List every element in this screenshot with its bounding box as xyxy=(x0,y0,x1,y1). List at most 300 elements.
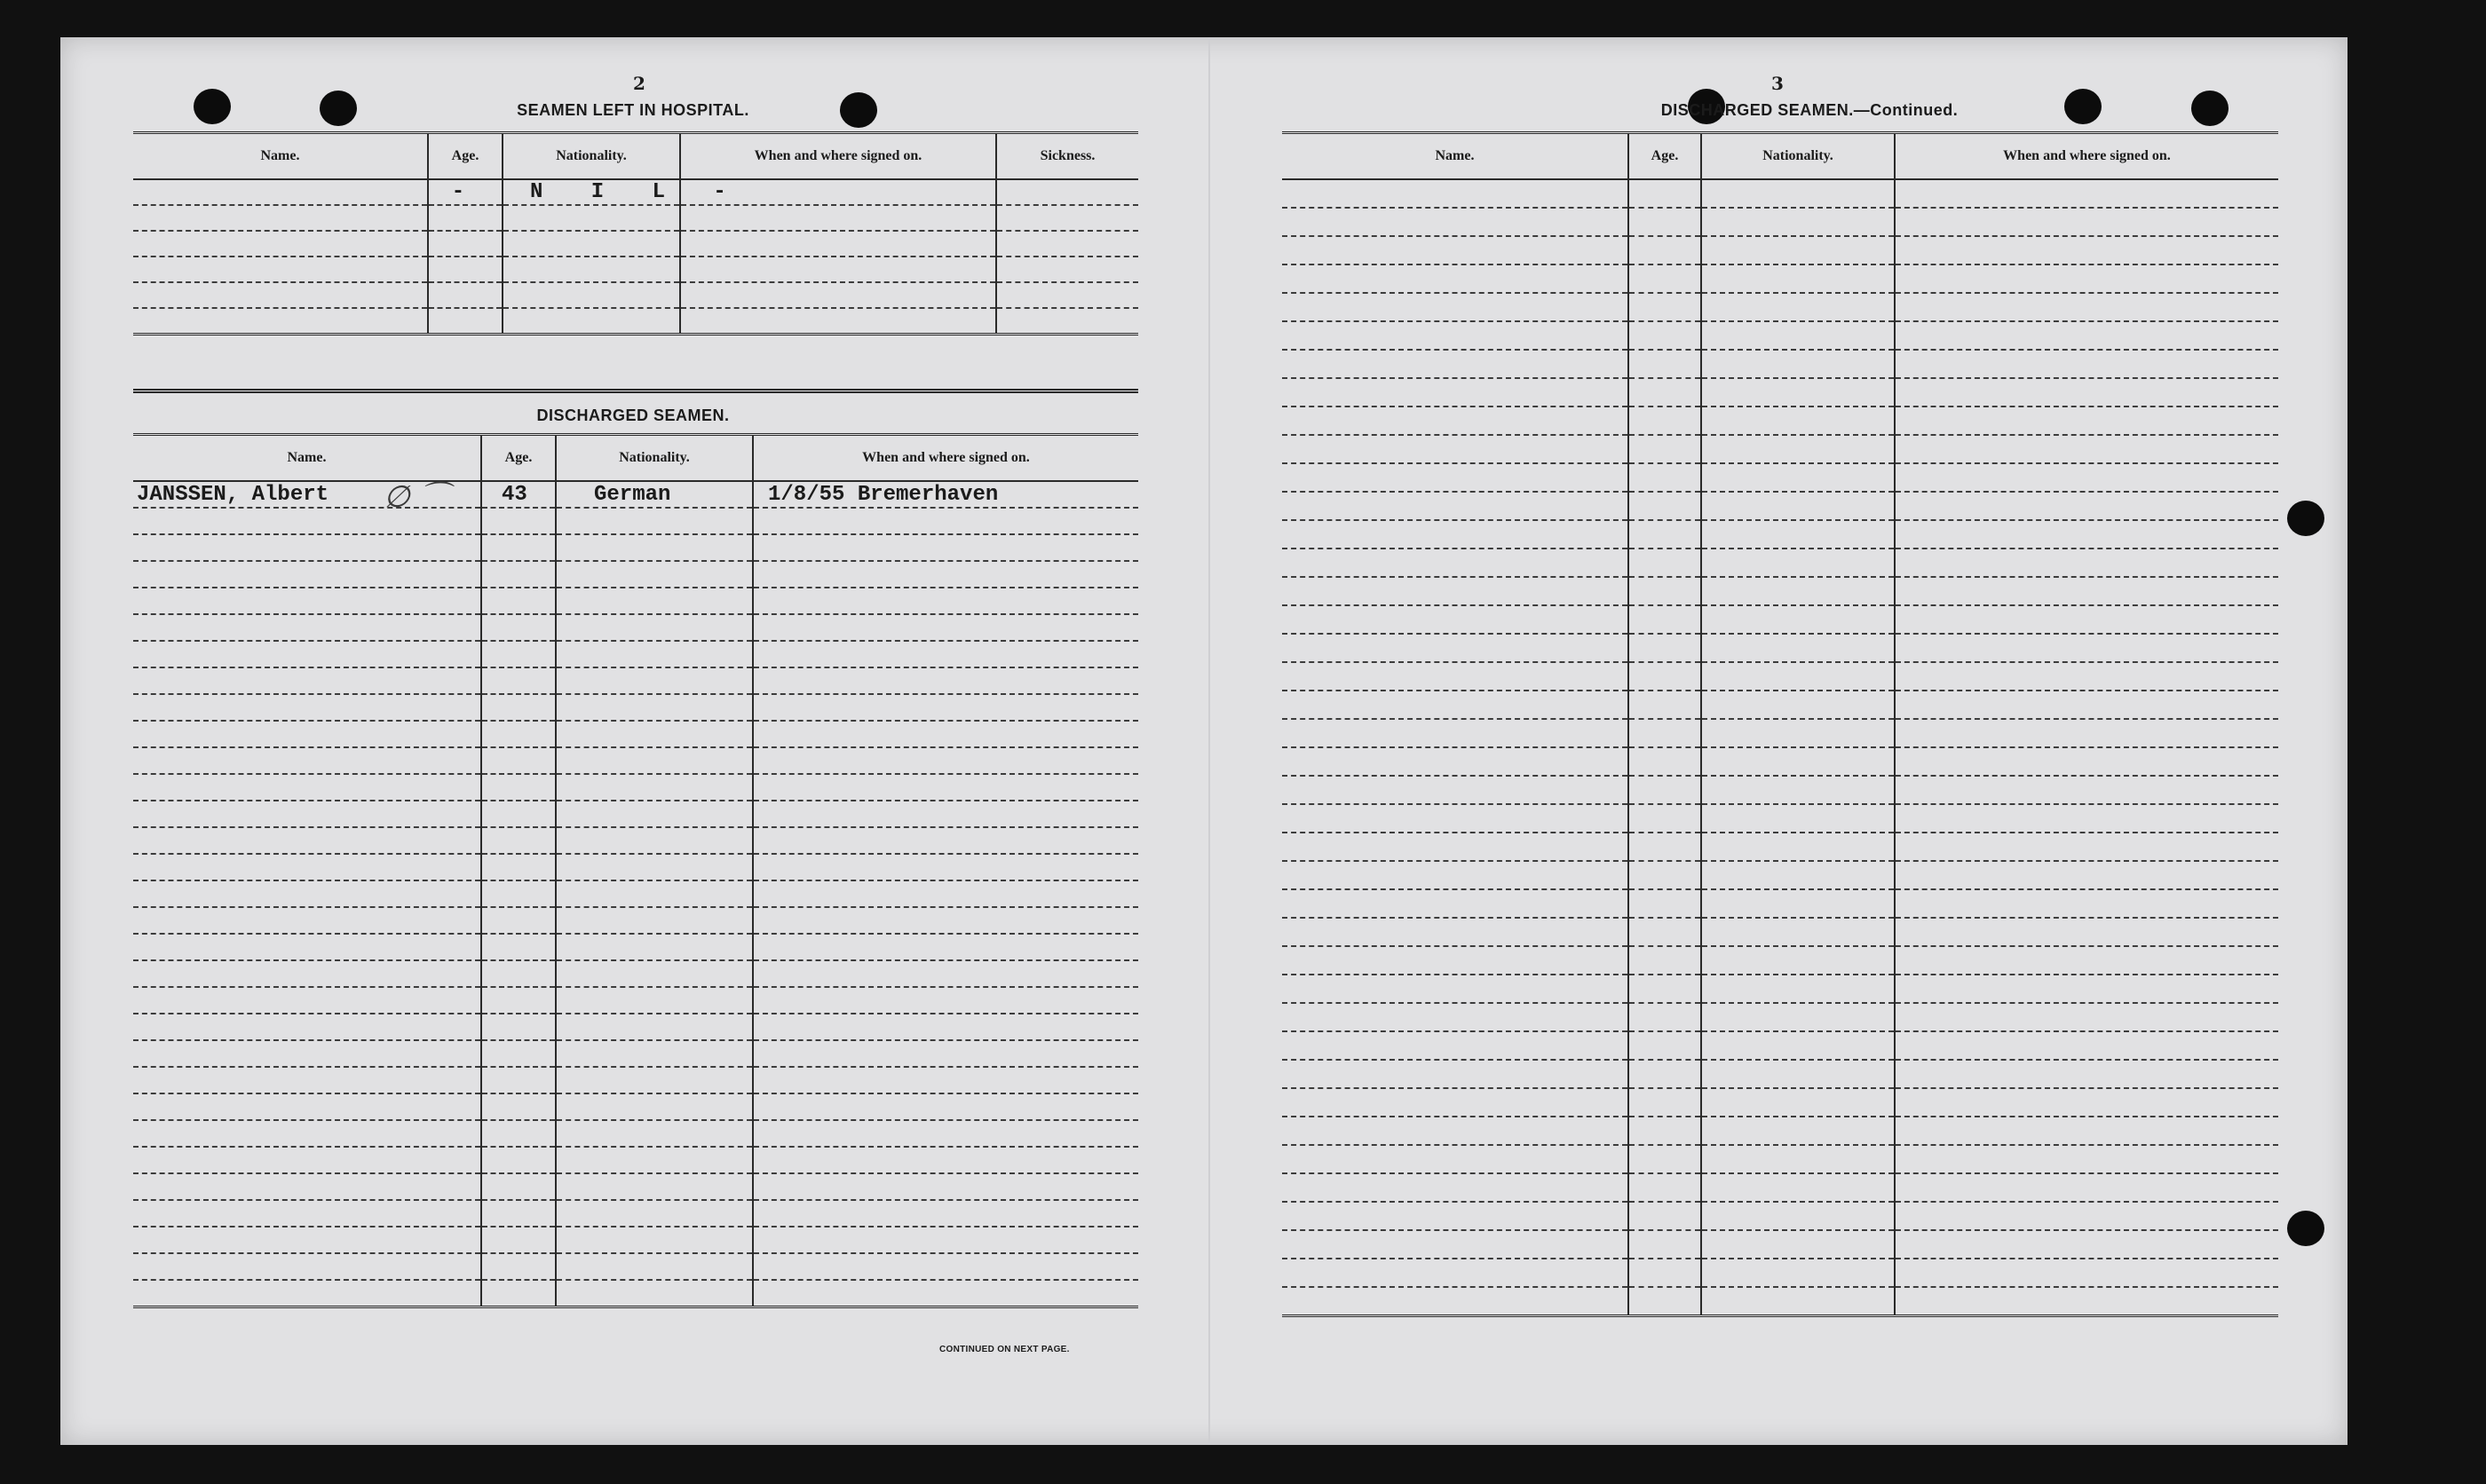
blank-cell xyxy=(133,667,481,694)
blank-cell xyxy=(1628,321,1701,350)
nil-cell xyxy=(133,179,428,205)
blank-cell xyxy=(1701,1287,1895,1315)
table-row xyxy=(1282,1173,2278,1202)
table-row xyxy=(133,641,1138,667)
nil-row xyxy=(133,179,1138,205)
blank-cell xyxy=(1895,719,2278,747)
blank-cell xyxy=(481,588,556,614)
blank-cell xyxy=(753,534,1138,561)
blank-cell xyxy=(1628,662,1701,691)
blank-cell xyxy=(556,907,753,934)
blank-cell xyxy=(1895,605,2278,634)
blank-cell xyxy=(1628,577,1701,605)
blank-cell xyxy=(1282,889,1628,918)
blank-cell xyxy=(481,934,556,960)
continued-table xyxy=(1282,131,2278,1317)
blank-cell xyxy=(556,694,753,721)
blank-cell xyxy=(1895,776,2278,804)
blank-cell xyxy=(133,827,481,854)
table-row xyxy=(1282,889,2278,918)
table-row xyxy=(1282,1287,2278,1315)
blank-cell xyxy=(1701,833,1895,861)
table-row xyxy=(133,880,1138,907)
blank-cell xyxy=(1701,634,1895,662)
blank-cell xyxy=(1282,435,1628,463)
blank-cell xyxy=(481,1093,556,1120)
blank-cell xyxy=(1701,293,1895,321)
blank-cell xyxy=(556,747,753,774)
blank-cell xyxy=(1701,350,1895,378)
column-header-age: Age. xyxy=(428,133,503,180)
blank-cell xyxy=(1701,1031,1895,1060)
blank-cell xyxy=(1628,236,1701,264)
table-row xyxy=(1282,1003,2278,1031)
blank-cell xyxy=(1628,293,1701,321)
blank-cell xyxy=(1895,264,2278,293)
table-row xyxy=(1282,662,2278,691)
blank-cell xyxy=(1282,549,1628,577)
blank-cell xyxy=(1282,946,1628,975)
blank-cell xyxy=(1282,975,1628,1003)
blank-cell xyxy=(481,1147,556,1173)
blank-cell xyxy=(1282,1259,1628,1287)
blank-cell xyxy=(1895,435,2278,463)
blank-cell xyxy=(1282,1003,1628,1031)
blank-cell xyxy=(133,801,481,827)
blank-cell xyxy=(133,774,481,801)
blank-cell xyxy=(133,614,481,641)
blank-cell xyxy=(556,561,753,588)
blank-cell xyxy=(753,1093,1138,1120)
blank-cell xyxy=(1628,435,1701,463)
blank-cell xyxy=(556,614,753,641)
blank-cell xyxy=(1282,520,1628,549)
blank-cell xyxy=(556,827,753,854)
table-row xyxy=(1282,605,2278,634)
blank-cell xyxy=(753,1280,1138,1306)
blank-cell xyxy=(1895,463,2278,492)
table-row xyxy=(1282,634,2278,662)
table-row xyxy=(133,308,1138,334)
table-row xyxy=(133,1147,1138,1173)
blank-cell xyxy=(1701,918,1895,946)
blank-cell xyxy=(1701,1088,1895,1117)
blank-cell xyxy=(481,801,556,827)
blank-cell xyxy=(1628,889,1701,918)
blank-cell xyxy=(1282,747,1628,776)
blank-cell xyxy=(556,1040,753,1067)
blank-cell xyxy=(556,588,753,614)
table-row xyxy=(133,481,1138,508)
blank-cell xyxy=(556,1120,753,1147)
blank-cell xyxy=(133,1173,481,1200)
blank-cell xyxy=(1628,1202,1701,1230)
blank-cell xyxy=(753,667,1138,694)
blank-cell xyxy=(481,561,556,588)
blank-cell xyxy=(1701,889,1895,918)
blank-cell xyxy=(1282,321,1628,350)
blank-cell xyxy=(1895,1117,2278,1145)
blank-cell xyxy=(556,934,753,960)
table-row xyxy=(133,827,1138,854)
table-row xyxy=(133,1067,1138,1093)
blank-cell xyxy=(556,854,753,880)
punch-hole xyxy=(840,92,877,128)
table-row xyxy=(1282,463,2278,492)
blank-cell xyxy=(753,1120,1138,1147)
blank-cell xyxy=(1701,549,1895,577)
blank-cell xyxy=(556,1067,753,1093)
blank-cell xyxy=(481,1040,556,1067)
document-sheet xyxy=(60,37,2347,1445)
blank-cell xyxy=(1701,605,1895,634)
blank-cell xyxy=(481,721,556,747)
blank-cell xyxy=(1282,662,1628,691)
blank-cell xyxy=(1895,918,2278,946)
blank-cell xyxy=(1701,264,1895,293)
column-header-signed-on: When and where signed on. xyxy=(1895,133,2278,180)
blank-cell xyxy=(556,1280,753,1306)
blank-cell xyxy=(481,1120,556,1147)
blank-cell xyxy=(1282,1060,1628,1088)
blank-cell xyxy=(133,1067,481,1093)
table-row xyxy=(1282,435,2278,463)
blank-cell xyxy=(1628,946,1701,975)
blank-cell xyxy=(753,1014,1138,1040)
blank-cell xyxy=(1895,804,2278,833)
blank-cell xyxy=(556,667,753,694)
table-row xyxy=(133,508,1138,534)
table-row xyxy=(133,907,1138,934)
nil-cell xyxy=(996,179,1138,205)
blank-cell xyxy=(481,774,556,801)
blank-cell xyxy=(1628,1230,1701,1259)
table-row xyxy=(1282,1031,2278,1060)
blank-cell xyxy=(1895,1145,2278,1173)
table-row xyxy=(133,1173,1138,1200)
blank-cell xyxy=(556,1200,753,1227)
blank-cell xyxy=(1701,321,1895,350)
blank-cell xyxy=(1282,492,1628,520)
blank-cell xyxy=(1628,747,1701,776)
blank-cell xyxy=(1895,407,2278,435)
table-row xyxy=(1282,1145,2278,1173)
blank-cell xyxy=(481,1200,556,1227)
blank-cell xyxy=(1282,605,1628,634)
blank-cell xyxy=(1701,179,1895,208)
blank-cell xyxy=(1895,577,2278,605)
section-divider xyxy=(133,389,1138,393)
blank-cell xyxy=(1628,1088,1701,1117)
blank-cell xyxy=(1282,1117,1628,1145)
blank-cell xyxy=(1895,662,2278,691)
table-row xyxy=(1282,804,2278,833)
punch-hole xyxy=(320,91,357,126)
blank-cell xyxy=(1628,492,1701,520)
blank-cell xyxy=(1895,1088,2278,1117)
table-row xyxy=(1282,747,2278,776)
blank-cell xyxy=(753,987,1138,1014)
blank-cell xyxy=(133,1227,481,1253)
blank-cell xyxy=(556,1173,753,1200)
blank-cell xyxy=(1895,889,2278,918)
punch-hole xyxy=(194,89,231,124)
column-header-name: Name. xyxy=(133,133,428,180)
blank-cell xyxy=(1282,1287,1628,1315)
blank-cell xyxy=(1282,1145,1628,1173)
right-page-number: 3 xyxy=(1771,73,1784,94)
blank-cell xyxy=(1701,1003,1895,1031)
blank-cell xyxy=(481,987,556,1014)
punch-hole xyxy=(2287,501,2324,536)
blank-cell xyxy=(753,721,1138,747)
blank-cell xyxy=(753,694,1138,721)
blank-cell xyxy=(1701,1259,1895,1287)
blank-cell xyxy=(753,1253,1138,1280)
table-row xyxy=(133,614,1138,641)
blank-cell xyxy=(1701,492,1895,520)
table-row xyxy=(1282,492,2278,520)
blank-cell xyxy=(1282,463,1628,492)
blank-cell xyxy=(556,801,753,827)
blank-cell xyxy=(1628,1259,1701,1287)
blank-cell xyxy=(1701,776,1895,804)
blank-cell xyxy=(1282,1088,1628,1117)
table-row xyxy=(133,774,1138,801)
handwritten-mark: ∅ ⌒ xyxy=(384,479,450,515)
blank-cell xyxy=(1628,719,1701,747)
blank-cell xyxy=(1282,776,1628,804)
blank-cell xyxy=(1895,1031,2278,1060)
table-row xyxy=(1282,1060,2278,1088)
table-row xyxy=(1282,1259,2278,1287)
blank-cell xyxy=(1282,691,1628,719)
blank-cell xyxy=(1628,1173,1701,1202)
blank-cell xyxy=(481,534,556,561)
hospital-table xyxy=(133,131,1138,335)
table-row xyxy=(1282,293,2278,321)
table-row xyxy=(1282,264,2278,293)
blank-cell xyxy=(1895,350,2278,378)
blank-cell xyxy=(1895,1060,2278,1088)
table-row xyxy=(1282,776,2278,804)
blank-cell xyxy=(556,987,753,1014)
blank-cell xyxy=(481,854,556,880)
blank-cell xyxy=(1895,1287,2278,1315)
table-row xyxy=(133,534,1138,561)
column-header-age: Age. xyxy=(1628,133,1701,180)
blank-cell xyxy=(753,960,1138,987)
blank-cell xyxy=(1282,350,1628,378)
blank-cell xyxy=(1282,918,1628,946)
blank-cell xyxy=(1628,1060,1701,1088)
blank-cell xyxy=(481,614,556,641)
blank-cell xyxy=(1701,719,1895,747)
table-row xyxy=(1282,1088,2278,1117)
blank-cell xyxy=(1895,236,2278,264)
blank-cell xyxy=(1895,179,2278,208)
blank-cell xyxy=(133,641,481,667)
blank-cell xyxy=(481,960,556,987)
blank-cell xyxy=(1628,861,1701,889)
blank-cell xyxy=(1282,208,1628,236)
blank-cell xyxy=(1895,861,2278,889)
blank-cell xyxy=(133,1040,481,1067)
blank-cell xyxy=(1628,776,1701,804)
table-row xyxy=(133,1280,1138,1306)
blank-cell xyxy=(481,880,556,907)
blank-cell xyxy=(556,534,753,561)
blank-cell xyxy=(133,694,481,721)
nil-cell: - xyxy=(428,179,503,205)
blank-cell xyxy=(556,508,753,534)
blank-cell xyxy=(556,880,753,907)
left-page-number: 2 xyxy=(633,73,645,94)
blank-cell xyxy=(753,827,1138,854)
blank-cell xyxy=(481,1280,556,1306)
column-header-nationality: Nationality. xyxy=(503,133,680,180)
table-row xyxy=(133,1040,1138,1067)
blank-cell xyxy=(753,588,1138,614)
table-row xyxy=(133,667,1138,694)
blank-cell xyxy=(133,1147,481,1173)
column-header-signed-on: When and where signed on. xyxy=(753,435,1138,482)
right-section-title: DISCHARGED SEAMEN.—Continued. xyxy=(1660,101,1959,119)
blank-cell xyxy=(1701,1060,1895,1088)
blank-cell xyxy=(1701,407,1895,435)
table-row xyxy=(133,231,1138,257)
table-row xyxy=(1282,236,2278,264)
blank-cell xyxy=(1628,1287,1701,1315)
blank-cell xyxy=(1282,407,1628,435)
blank-cell xyxy=(1895,321,2278,350)
blank-cell xyxy=(1628,918,1701,946)
blank-cell xyxy=(1282,1202,1628,1230)
blank-cell xyxy=(753,747,1138,774)
blank-cell xyxy=(1701,1117,1895,1145)
blank-cell xyxy=(1628,1117,1701,1145)
blank-cell xyxy=(1701,208,1895,236)
blank-cell xyxy=(133,1014,481,1040)
blank-cell xyxy=(753,1173,1138,1200)
blank-cell xyxy=(1701,520,1895,549)
blank-cell xyxy=(1895,492,2278,520)
blank-cell xyxy=(481,694,556,721)
blank-cell xyxy=(133,1120,481,1147)
blank-cell xyxy=(481,907,556,934)
blank-cell xyxy=(1895,946,2278,975)
blank-cell xyxy=(133,907,481,934)
blank-cell xyxy=(556,721,753,747)
table-row xyxy=(133,747,1138,774)
blank-cell xyxy=(1895,634,2278,662)
blank-cell xyxy=(1282,577,1628,605)
blank-cell xyxy=(133,854,481,880)
table-row xyxy=(133,205,1138,231)
blank-cell xyxy=(1628,634,1701,662)
blank-cell xyxy=(1282,378,1628,407)
table-row xyxy=(1282,946,2278,975)
column-header-age: Age. xyxy=(481,435,556,482)
blank-cell xyxy=(753,561,1138,588)
table-row xyxy=(1282,1202,2278,1230)
blank-cell xyxy=(556,641,753,667)
blank-cell xyxy=(133,561,481,588)
blank-cell xyxy=(1701,662,1895,691)
hospital-table-header xyxy=(133,133,1138,180)
blank-cell xyxy=(753,854,1138,880)
blank-cell xyxy=(1282,833,1628,861)
punch-hole xyxy=(2287,1211,2324,1246)
table-row xyxy=(133,1014,1138,1040)
blank-cell xyxy=(1628,1003,1701,1031)
blank-cell xyxy=(1701,1173,1895,1202)
table-row xyxy=(133,934,1138,960)
column-header-nationality: Nationality. xyxy=(1701,133,1895,180)
blank-cell xyxy=(1282,719,1628,747)
table-row xyxy=(1282,833,2278,861)
blank-cell xyxy=(1701,1230,1895,1259)
blank-cell xyxy=(1895,833,2278,861)
table-row xyxy=(1282,1117,2278,1145)
blank-cell xyxy=(556,774,753,801)
blank-cell xyxy=(1628,463,1701,492)
blank-cell xyxy=(481,1227,556,1253)
table-row xyxy=(1282,350,2278,378)
blank-cell xyxy=(753,1227,1138,1253)
blank-cell xyxy=(1701,378,1895,407)
seaman-age: 43 xyxy=(481,481,556,508)
punch-hole xyxy=(2064,89,2102,124)
table-row xyxy=(1282,520,2278,549)
blank-cell xyxy=(133,721,481,747)
blank-cell xyxy=(753,907,1138,934)
table-row xyxy=(133,1227,1138,1253)
column-header-sickness: Sickness. xyxy=(996,133,1138,180)
blank-cell xyxy=(133,1280,481,1306)
blank-cell xyxy=(1701,946,1895,975)
table-row xyxy=(1282,975,2278,1003)
blank-cell xyxy=(556,1253,753,1280)
blank-cell xyxy=(1895,1259,2278,1287)
blank-cell xyxy=(1628,1145,1701,1173)
blank-cell xyxy=(753,1200,1138,1227)
table-row xyxy=(1282,577,2278,605)
blank-cell xyxy=(556,1227,753,1253)
nil-cell: N I L - xyxy=(503,179,680,205)
blank-cell xyxy=(481,1014,556,1040)
blank-cell xyxy=(1628,350,1701,378)
blank-cell xyxy=(1282,179,1628,208)
blank-cell xyxy=(1628,549,1701,577)
table-row xyxy=(1282,208,2278,236)
blank-cell xyxy=(753,880,1138,907)
blank-cell xyxy=(753,774,1138,801)
table-row xyxy=(1282,549,2278,577)
seaman-name: JANSSEN, Albert xyxy=(133,481,481,508)
blank-cell xyxy=(1895,549,2278,577)
blank-cell xyxy=(1628,264,1701,293)
blank-cell xyxy=(133,960,481,987)
blank-cell xyxy=(1701,804,1895,833)
seaman-signed-on: 1/8/55 Bremerhaven xyxy=(753,481,1138,508)
blank-cell xyxy=(133,747,481,774)
blank-cell xyxy=(1701,747,1895,776)
blank-cell xyxy=(1701,577,1895,605)
table-row xyxy=(1282,918,2278,946)
blank-cell xyxy=(133,1093,481,1120)
blank-cell xyxy=(753,1040,1138,1067)
